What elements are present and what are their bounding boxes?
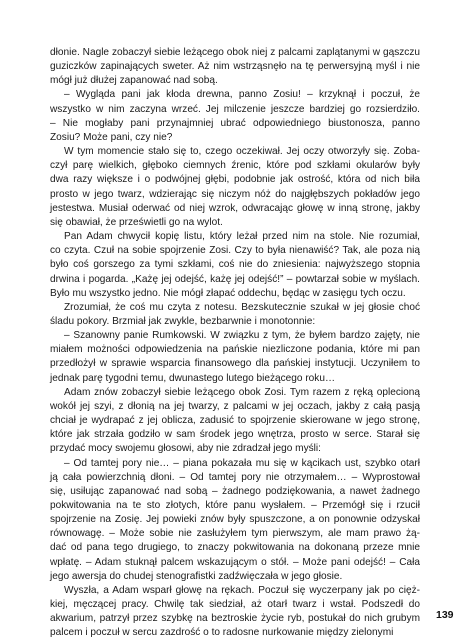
paragraph <box>50 301 420 329</box>
paragraph <box>50 584 420 641</box>
paragraph <box>50 88 420 145</box>
text-line: równowagę. – Może sobie nie zasłużyłem tym pierwszym, ale mam prawo żą- <box>50 528 420 540</box>
paragraph <box>50 46 420 88</box>
text-line: dać od pana tego drugiego, to znaczy pokwitowania na dokonaną przeze mnie <box>50 542 420 554</box>
text-line: wpłatę. – Adam stuknął palcem wskazującym o stół. – Może pani odejść! – Cała <box>50 556 420 568</box>
text-line: prosto w jego twarz, wdzierając się niczym nóż do najgłębszych pokładów jego <box>50 188 420 200</box>
text-line: Było mu wszystko jedno. Nie mógł złapać oddechu, będąc w zasięgu tych oczu. <box>50 287 406 299</box>
text-line: co czyta. Czuł na sobie spojrzenie Zosi. Czy to była nienawiść? Tak, ale poza nią <box>50 245 420 257</box>
text-line: – Szanowny panie Rumkowski. W związku z tym, że byłem bardzo zajęty, nie <box>64 330 420 342</box>
text-line: pokwitowania na te sto złotych, które panu wysłałem. – Przemógł się i rzucił <box>50 500 420 511</box>
paragraph <box>50 329 420 386</box>
paragraph <box>50 457 420 584</box>
paragraph <box>50 145 420 230</box>
text-line: przydać mocy swojemu głosowi, aby nie zdradzał jego myśli: <box>50 443 321 455</box>
text-line: miałem możności odpowiedzenia na pańskie niezliczone podania, które mi pan <box>50 344 420 356</box>
text-line: się, usiłując zapanować nad sobą – żadnego podziękowania, a nawet żadnego <box>50 485 420 497</box>
text-line: mógł już dłużej zapanować nad sobą. <box>50 75 218 87</box>
body-text <box>50 46 420 641</box>
text-line: Zrozumiał, że coś mu czyta z notesu. Bezskutecznie szukał w jej głosie choć <box>64 301 420 313</box>
paragraph <box>50 386 420 457</box>
text-line: wszystko w nim zaczyna wrzeć. Jej milczenie jeszcze bardziej go rozsierdziło. <box>50 103 420 115</box>
text-line: jestestwa. Musiał oderwać od niej wzrok, odwracając głowę w inną stronę, jakby <box>50 202 420 214</box>
text-line: dwa razy większe i o podwójnej głębi, podobnie jak ostrość, która od nich biła <box>50 174 420 186</box>
text-line: drwina i pogarda. „Każę jej odejść, każę jej odejść!” – powtarzał sobie w myślach. <box>50 273 420 285</box>
text-line: akwarium, patrzył przez szybkę na beztroskie życie ryb, postukał do nich grubym <box>50 613 420 625</box>
paragraph <box>50 230 420 301</box>
text-line: W tym momencie stało się to, czego oczekiwał. Jej oczy otworzyły się. Zoba- <box>64 146 420 158</box>
text-line: Pan Adam chwycił kopię listu, który leżał przed nim na stole. Nie rozumiał, <box>64 231 420 243</box>
text-line: Zosiu? Może pani, czy nie? <box>50 131 173 143</box>
text-line: wokół jej szyi, z dłonią na jej twarzy, z palcami w jej oczach, jakby z całą pasją <box>50 400 420 412</box>
text-line: palcem i poczuł w sercu zazdrość o to radosne nurkowanie między zielonymi <box>50 627 394 639</box>
text-line: czył parę wielkich, głęboko ciemnych źrenic, które pod szkłami okularów były <box>50 160 420 172</box>
text-line: Adam znów zobaczył siebie leżącego obok Zosi. Tym razem z ręką oplecioną <box>64 386 420 398</box>
text-line: Wyszła, a Adam wsparł głowę na rękach. Poczuł się wyczerpany jak po cięż- <box>64 584 420 596</box>
text-line: ją cała powierzchnią dłoni. – Od tamtej pory nie otrzymałem… – Wyprostował <box>50 471 420 483</box>
text-line: guziczków zapinających sweter. Aż nim wstrząsnęło na tę perwersyjną myśl i nie <box>50 61 420 73</box>
text-line: się obawiał, że prześwietli go na wylot. <box>50 216 223 228</box>
text-line: spojrzenie na Zosię. Jej powieki znów były spuszczone, a on ponownie odzyskał <box>50 514 420 526</box>
text-line: – Wygląda pani jak kłoda drewna, panno Zosiu! – krzyknął i poczuł, że <box>64 89 420 101</box>
text-line: jego awersja do chudej stenografistki zadźwięczała w jego głosie. <box>50 570 343 582</box>
text-line: chciał je wydrapać z jej oblicza, zadusić to spojrzenie skierowane w jego stronę, <box>50 415 420 427</box>
text-line: które jak strzała godziło w sam środek jego wnętrza, prosto w serce. Starał się <box>50 429 420 441</box>
text-line: śladu pokory. Brzmiał jak zwykle, bezbarwnie i monotonnie: <box>50 315 316 327</box>
text-line: przedłożył w sprawie wsparcia finansowego dla pańskiej instytucji. Uczyniłem to <box>50 358 420 370</box>
text-line: jednak parę tygodni temu, dwunastego lutego bieżącego roku… <box>50 372 336 384</box>
page-number: 139 <box>436 609 454 621</box>
text-line: – Nie mogłaby pani przynajmniej ubrać odpowiedniego biustonosza, panno <box>50 117 420 129</box>
text-line: dłonie. Nagle zobaczył siebie leżącego obok niej z palcami zaplątanymi w gąszczu <box>50 47 420 58</box>
text-line: kiej, męczącej pracy. Chwilę tak siedział, aż otarł twarz i wstał. Podszedł do <box>50 599 420 611</box>
text-line: – Od tamtej pory nie… – piana pokazała mu się w kącikach ust, szybko otarł <box>64 457 420 469</box>
text-line: było coś gorszego za tymi szkłami, coś nie do zniesienia: najwyższego stopnia <box>50 259 420 271</box>
